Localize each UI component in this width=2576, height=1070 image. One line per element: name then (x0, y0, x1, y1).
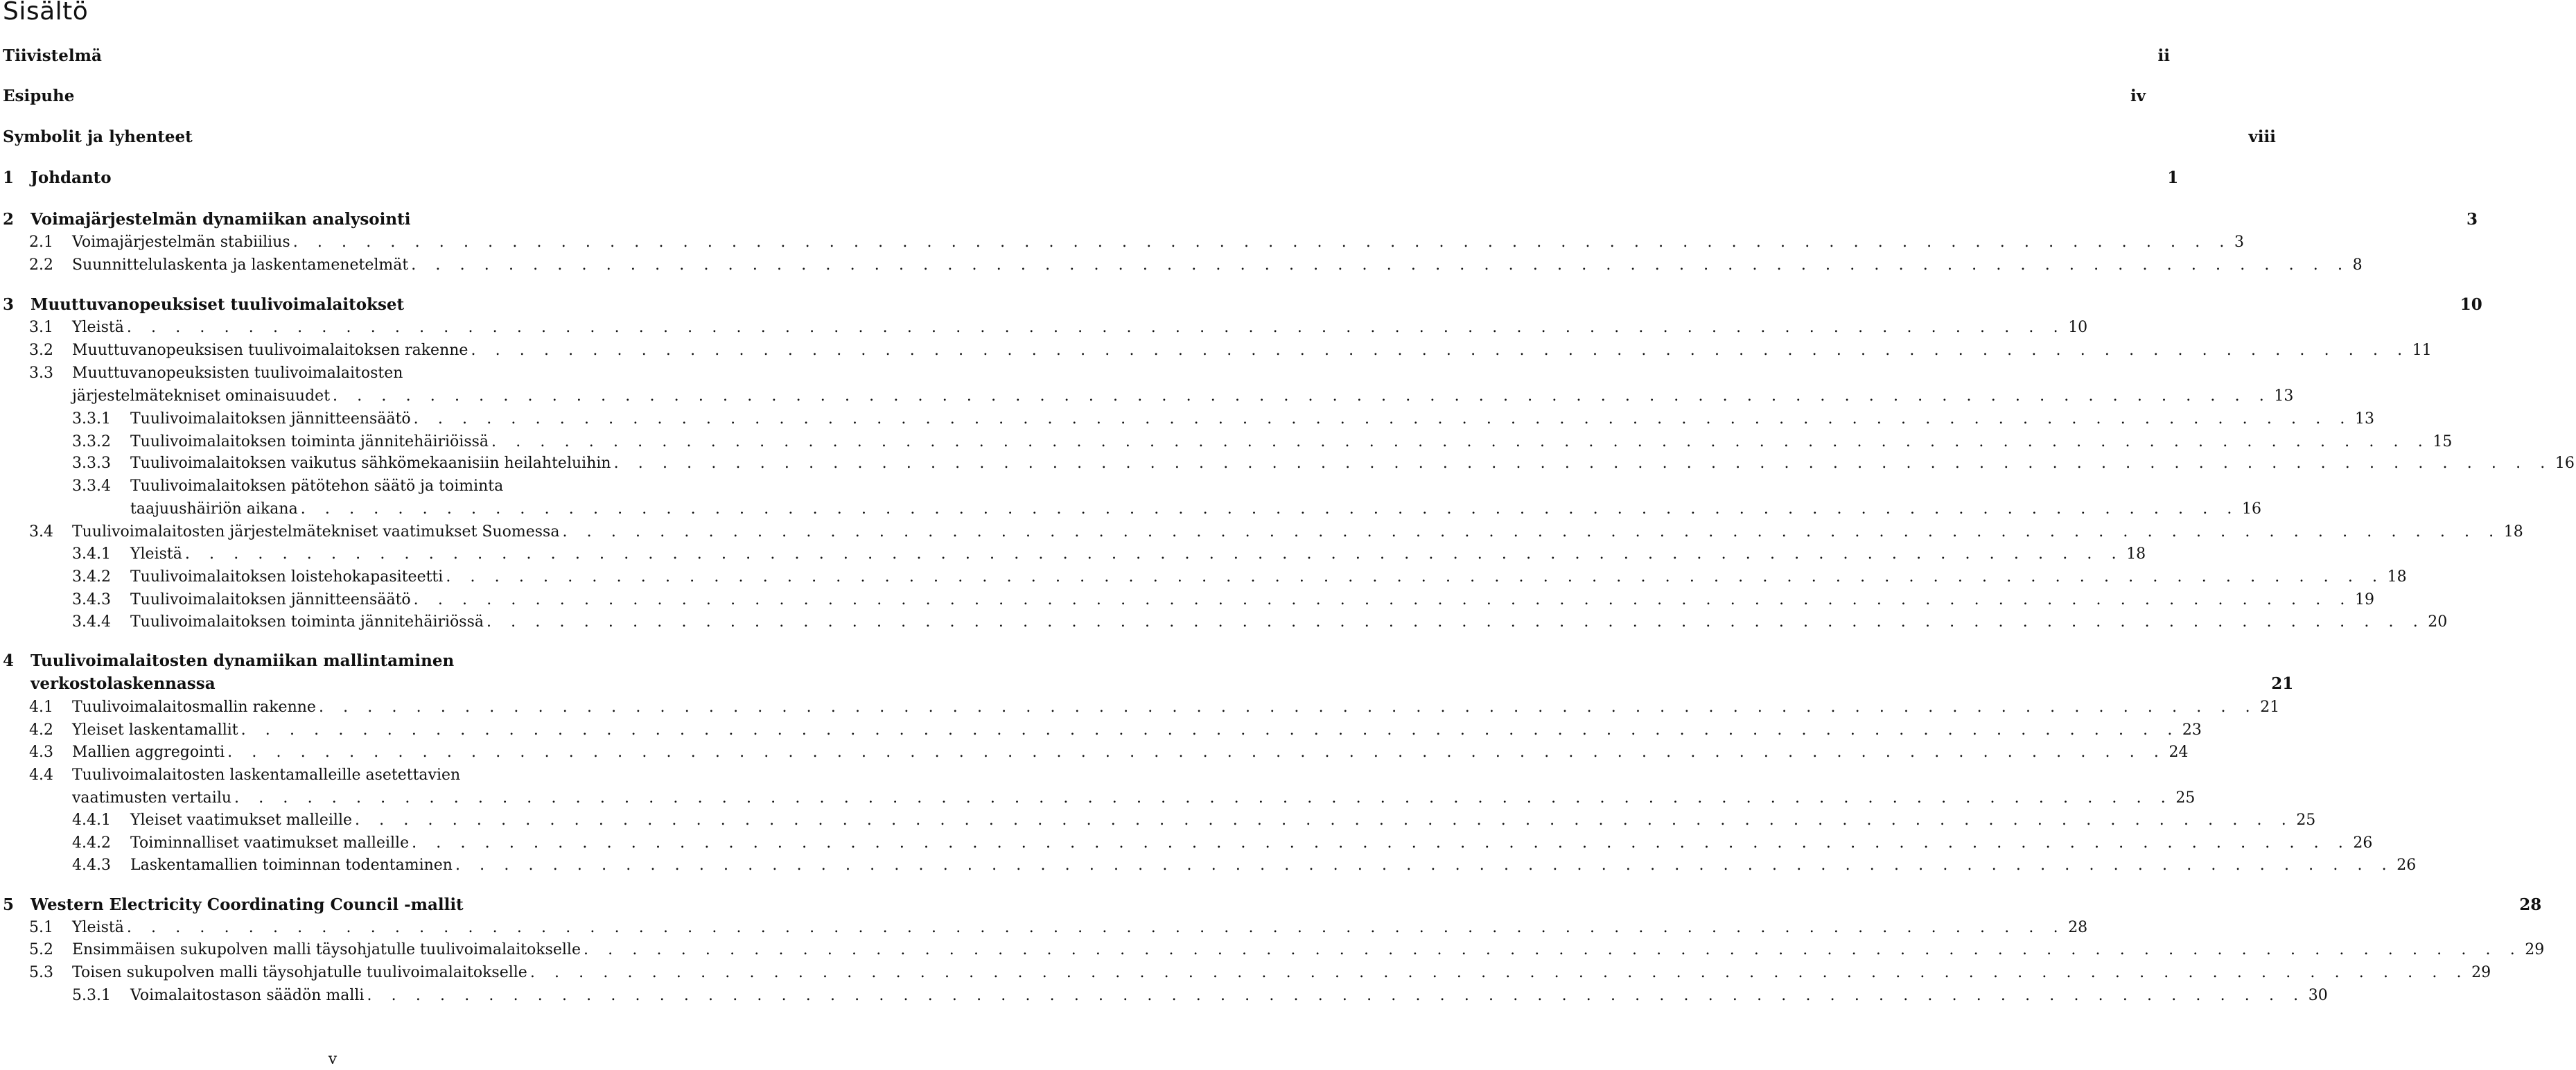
toc-dot-leader: . . . . . . . . . . . . . . . . . . . . . . . . . . . . . . . . . . . . . . . . . . . . . . . . . . . . . . . . . . . . . . . . . . . . . . . . . . . . . . . . (126, 319, 2066, 336)
toc-subsection[interactable] (0, 832, 2373, 855)
toc-entry-title: Tuulivoimalaitoksen loistehokapasiteetti (130, 568, 444, 586)
toc-entry-title: Symbolit ja lyhenteet (3, 128, 193, 146)
toc-subsection[interactable] (0, 430, 2453, 454)
toc-entry-title: Voimalaitostason säädön malli (130, 987, 365, 1004)
toc-entry-number: 1 (3, 168, 15, 187)
toc-entry-page: 10 (2068, 319, 2088, 336)
toc-entry-number: 3.3.4 (72, 477, 111, 495)
toc-entry-number: 4.4.1 (72, 812, 111, 829)
toc-entry-title: Yleistä (72, 919, 124, 936)
toc-entry-page: 11 (2412, 342, 2432, 359)
toc-subsection[interactable] (0, 475, 665, 498)
toc-entry-title: Yleistä (130, 545, 182, 563)
toc-subsection[interactable] (0, 407, 2374, 431)
toc-entry-page: 23 (2182, 721, 2202, 739)
toc-entry-title: Tuulivoimalaitosten järjestelmätekniset vaatimukset Suomessa (72, 523, 560, 541)
toc-entry-continuation[interactable] (0, 498, 2262, 521)
toc-entry-number: 4.4.2 (72, 834, 111, 852)
toc-entry-title: Tuulivoimalaitoksen toiminta jännitehäiriöissä (130, 433, 489, 450)
toc-dot-leader: . . . . . . . . . . . . . . . . . . . . . . . . . . . . . . . . . . . . . . . . . . . . . . . . . . . . . . . . . . . . . . . . . . . . . . . . . . . . . . . . (318, 699, 2258, 716)
toc-dot-leader: . . . . . . . . . . . . . . . . . . . . . . . . . . . . . . . . . . . . . . . . . . . . . . . . . . . . . . . . . . . . . . . . . . . . . . . . . . . . . . . . (333, 387, 2272, 405)
toc-entry-number: 2.1 (29, 234, 53, 251)
toc-section[interactable] (0, 961, 2491, 985)
toc-entry-page: 19 (2354, 591, 2374, 608)
toc-entry-number: 3.4.4 (72, 613, 111, 631)
toc-entry-title: Yleiset vaatimukset malleille (130, 812, 352, 829)
toc-dot-leader: . . . . . . . . . . . . . . . . . . . . . . . . . . . . . . . . . . . . . . . . . . . . . . . . . . . . . . . . . . . . . . . . . . . . . . . . . . . . . . . . (234, 789, 2173, 807)
toc-entry-number: 5.2 (29, 941, 53, 958)
toc-dot-leader: . . . . . . . . . . . . . . . . . . . . . . . . . . . . . . . . . . . . . . . . . . . . . . . . . . . . . . . . . . . . . . . . . . . . . . . . . . . . . . . . (412, 834, 2351, 852)
toc-dot-leader: . . . . . . . . . . . . . . . . . . . . . . . . . . . . . . . . . . . . . . . . . . . . . . . . . . . . . . . . . . . . . . . . . . . . . . . . . . . . . . . . (355, 812, 2294, 829)
toc-dot-leader: . . . . . . . . . . . . . . . . . . . . . . . . . . . . . . . . . . . . . . . . . . . . . . . . . . . . . . . . . . . . . . . . . . . . . . . . . . . . . . . . (491, 433, 2430, 450)
toc-entry-number: 3.4.1 (72, 545, 111, 563)
toc-dot-leader: . . . . . . . . . . . . . . . . . . . . . . . . . . . . . . . . . . . . . . . . . . . . . . . . . . . . . . . . . . . . . . . . . . . . . . . . . . . . . . . . (126, 919, 2066, 936)
toc-entry-number: 3.3.3 (72, 455, 111, 472)
toc-dot-leader: . . . . . . . . . . . . . . . . . . . . . . . . . . . . . . . . . . . . . . . . . . . . . . . . . . . . . . . . . . . . . . . . . . . . . . . . . . . . . . . . (240, 721, 2180, 739)
toc-dot-leader: . . . . . . . . . . . . . . . . . . . . . . . . . . . . . . . . . . . . . . . . . . . . . . . . . . . . . . . . . . . . . . . . . . . . . . . . . . . . . . . . (413, 410, 2352, 428)
toc-entry-page: 10 (2460, 295, 2482, 314)
toc-dot-leader: . . . . . . . . . . . . . . . . . . . . . . . . . . . . . . . . . . . . . . . . . . . . . . . . . . . . . . . . . . . . . . . . . . . . . . . . . . . . . . . . (413, 591, 2352, 608)
toc-section[interactable] (0, 316, 2088, 340)
toc-entry-page: viii (2248, 128, 2276, 146)
toc-entry-title: Tuulivoimalaitoksen pätötehon säätö ja toiminta (130, 477, 504, 495)
toc-entry-title: Toiminnalliset vaatimukset malleille (130, 834, 410, 852)
toc-section[interactable] (0, 719, 2202, 742)
toc-subsection[interactable] (0, 854, 2417, 877)
toc-entry-number: 5 (3, 895, 15, 914)
toc-entry-title: Tuulivoimalaitoksen jännitteensäätö (130, 410, 411, 428)
toc-dot-leader: . . . . . . . . . . . . . . . . . . . . . . . . . . . . . . . . . . . . . . . . . . . . . . . . . . . . . . . . . . . . . . . . . . . . . . . . . . . . . . . . (613, 455, 2552, 472)
toc-subsection[interactable] (0, 565, 2407, 589)
toc-entry-title: Muuttuvanopeuksiset tuulivoimalaitokset (30, 295, 405, 314)
toc-dot-leader: . . . . . . . . . . . . . . . . . . . . . . . . . . . . . . . . . . . . . . . . . . . . . . . . . . . . . . . . . . . . . . . . . . . . . . . . . . . . . . . . (486, 613, 2426, 631)
toc-entry-number: 4.3 (29, 744, 53, 761)
toc-dot-leader: . . . . . . . . . . . . . . . . . . . . . . . . . . . . . . . . . . . . . . . . . . . . . . . . . . . . . . . . . . . . . . . . . . . . . . . . . . . . . . . . (227, 744, 2166, 761)
toc-entry-page: 13 (2354, 410, 2374, 428)
toc-entry-page: 18 (2503, 523, 2523, 541)
toc-dot-leader: . . . . . . . . . . . . . . . . . . . . . . . . . . . . . . . . . . . . . . . . . . . . . . . . . . . . . . . . . . . . . . . . . . . . . . . . . . . . . . . . (446, 568, 2385, 586)
toc-section[interactable] (0, 741, 2189, 764)
toc-entry-number: 3.2 (29, 342, 53, 359)
toc-section[interactable] (0, 916, 2088, 940)
toc-subsection[interactable] (0, 588, 2374, 612)
toc-entry-number: 3.3.1 (72, 410, 111, 428)
toc-entry-page: 3 (2234, 234, 2244, 251)
toc-entry-page: 18 (2387, 568, 2407, 586)
toc-entry-number: 5.1 (29, 919, 53, 936)
toc-entry-title: Laskentamallien toiminnan todentaminen (130, 857, 453, 874)
toc-subsection[interactable] (0, 611, 2448, 634)
toc-entry-title: taajuushäiriön aikana (130, 500, 298, 518)
toc-entry-page: 13 (2274, 387, 2294, 405)
toc-front-entry[interactable] (0, 85, 2146, 108)
toc-front-entry[interactable] (0, 125, 2276, 149)
toc-entry-number: 4.4.3 (72, 857, 111, 874)
toc-dot-leader: . . . . . . . . . . . . . . . . . . . . . . . . . . . . . . . . . . . . . . . . . . . . . . . . . . . . . . . . . . . . . . . . . . . . . . . . . . . . . . . . (529, 964, 2469, 981)
toc-entry-page: 28 (2519, 895, 2542, 914)
toc-dot-leader: . . . . . . . . . . . . . . . . . . . . . . . . . . . . . . . . . . . . . . . . . . . . . . . . . . . . . . . . . . . . . . . . . . . . . . . . . . . . . . . . (184, 545, 2124, 563)
toc-entry-number: 5.3.1 (72, 987, 111, 1004)
toc-entry-number: 4.2 (29, 721, 53, 739)
toc-entry-page: 1 (2167, 168, 2179, 187)
toc-entry-page: 3 (2467, 210, 2478, 229)
toc-entry-continuation[interactable] (0, 787, 2196, 810)
toc-entry-title: Esipuhe (3, 87, 75, 105)
toc-entry-title: Suunnittelulaskenta ja laskentamenetelmät (72, 256, 409, 274)
toc-entry-title: Yleistä (72, 319, 124, 336)
toc-dot-leader: . . . . . . . . . . . . . . . . . . . . . . . . . . . . . . . . . . . . . . . . . . . . . . . . . . . . . . . . . . . . . . . . . . . . . . . . . . . . . . . . (583, 941, 2523, 958)
toc-entry-number: 3.3.2 (72, 433, 111, 450)
toc-section[interactable] (0, 362, 665, 385)
toc-entry-title: Johdanto (30, 168, 112, 187)
toc-section[interactable] (0, 339, 2432, 362)
toc-chapter[interactable] (0, 293, 2482, 317)
toc-entry-title: verkostolaskennassa (30, 674, 216, 693)
toc-entry-page: 21 (2260, 699, 2280, 716)
toc-entry-page: 8 (2352, 256, 2363, 274)
toc-section[interactable] (0, 696, 2280, 719)
toc-entry-number: 2.2 (29, 256, 53, 274)
toc-entry-title: Tuulivoimalaitosmallin rakenne (72, 699, 316, 716)
toc-entry-title: Tuulivoimalaitoksen jännitteensäätö (130, 591, 411, 608)
toc-entry-number: 3.4.3 (72, 591, 111, 608)
toc-entry-number: 3.3 (29, 365, 53, 382)
page-title: Sisältö (3, 0, 89, 26)
toc-entry-title: Western Electricity Coordinating Council -mallit (30, 895, 464, 914)
toc-entry-page: 30 (2308, 987, 2328, 1004)
toc-entry-page: 26 (2397, 857, 2417, 874)
toc-subsection[interactable] (0, 809, 2316, 832)
toc-dot-leader: . . . . . . . . . . . . . . . . . . . . . . . . . . . . . . . . . . . . . . . . . . . . . . . . . . . . . . . . . . . . . . . . . . . . . . . . . . . . . . . . (562, 523, 2501, 541)
toc-entry-title: Voimajärjestelmän dynamiikan analysointi (30, 210, 411, 229)
toc-entry-title: Tuulivoimalaitosten laskentamalleille asetettavien (72, 766, 461, 784)
toc-entry-page: 18 (2126, 545, 2146, 563)
toc-entry-number: 4.1 (29, 699, 53, 716)
toc-dot-leader: . . . . . . . . . . . . . . . . . . . . . . . . . . . . . . . . . . . . . . . . . . . . . . . . . . . . . . . . . . . . . . . . . . . . . . . . . . . . . . . . (367, 987, 2306, 1004)
toc-entry-page: 21 (2271, 674, 2294, 693)
toc-entry-page: 29 (2525, 941, 2545, 958)
toc-entry-number: 3.4.2 (72, 568, 111, 586)
toc-entry-page: 25 (2175, 789, 2196, 807)
toc-entry-title: Toisen sukupolven malli täysohjatulle tuulivoimalaitokselle (72, 964, 527, 981)
toc-section[interactable] (0, 254, 2363, 277)
toc-entry-title: Tuulivoimalaitoksen toiminta jännitehäiriössä (130, 613, 484, 631)
toc-entry-page: 25 (2296, 812, 2316, 829)
toc-dot-leader: . . . . . . . . . . . . . . . . . . . . . . . . . . . . . . . . . . . . . . . . . . . . . . . . . . . . . . . . . . . . . . . . . . . . . . . . . . . . . . . . (300, 500, 2240, 518)
toc-entry-number: 3.1 (29, 319, 53, 336)
toc-chapter[interactable] (0, 649, 665, 673)
toc-entry-continuation[interactable] (0, 385, 2294, 408)
toc-subsection[interactable] (0, 984, 2328, 1008)
toc-dot-leader: . . . . . . . . . . . . . . . . . . . . . . . . . . . . . . . . . . . . . . . . . . . . . . . . . . . . . . . . . . . . . . . . . . . . . . . . . . . . . . . . (455, 857, 2394, 874)
toc-entry-page: 16 (2555, 455, 2575, 472)
toc-chapter[interactable] (0, 208, 2478, 231)
toc-entry-continuation[interactable] (0, 672, 2294, 696)
toc-entry-title: vaatimusten vertailu (72, 789, 232, 807)
toc-entry-page: 29 (2471, 964, 2491, 981)
toc-dot-leader: . . . . . . . . . . . . . . . . . . . . . . . . . . . . . . . . . . . . . . . . . . . . . . . . . . . . . . . . . . . . . . . . . . . . . . . . . . . . . . . . (292, 234, 2232, 251)
toc-entry-title: Yleiset laskentamallit (72, 721, 238, 739)
toc-front-entry[interactable] (0, 44, 2170, 68)
toc-entry-number: 4 (3, 651, 15, 670)
toc-entry-title: Muuttuvanopeuksisten tuulivoimalaitosten (72, 365, 403, 382)
toc-section[interactable] (0, 938, 2545, 962)
toc-section[interactable] (0, 764, 665, 787)
toc-entry-page: 28 (2068, 919, 2088, 936)
toc-subsection[interactable] (0, 543, 2146, 566)
toc-entry-page: 24 (2168, 744, 2189, 761)
toc-entry-number: 3.4 (29, 523, 53, 541)
toc-subsection[interactable] (0, 452, 2575, 475)
toc-entry-title: Ensimmäisen sukupolven malli täysohjatulle tuulivoimalaitokselle (72, 941, 581, 958)
toc-dot-leader: . . . . . . . . . . . . . . . . . . . . . . . . . . . . . . . . . . . . . . . . . . . . . . . . . . . . . . . . . . . . . . . . . . . . . . . . . . . . . . . . (411, 256, 2350, 274)
toc-entry-title: Mallien aggregointi (72, 744, 225, 761)
toc-entry-number: 2 (3, 210, 15, 229)
toc-chapter[interactable] (0, 166, 2179, 190)
toc-entry-page: iv (2130, 87, 2146, 105)
toc-entry-title: Voimajärjestelmän stabiilius (72, 234, 290, 251)
toc-entry-page: 20 (2428, 613, 2448, 631)
toc-entry-page: 16 (2242, 500, 2262, 518)
toc-entry-title: Tiivistelmä (3, 46, 102, 65)
toc-entry-page: 15 (2433, 433, 2453, 450)
toc-entry-title: Tuulivoimalaitosten dynamiikan mallintaminen (30, 651, 455, 670)
toc-entry-title: Tuulivoimalaitoksen vaikutus sähkömekaanisiin heilahteluihin (130, 455, 611, 472)
toc-dot-leader: . . . . . . . . . . . . . . . . . . . . . . . . . . . . . . . . . . . . . . . . . . . . . . . . . . . . . . . . . . . . . . . . . . . . . . . . . . . . . . . . (471, 342, 2410, 359)
toc-entry-number: 5.3 (29, 964, 53, 981)
toc-entry-title: järjestelmätekniset ominaisuudet (72, 387, 331, 405)
toc-entry-number: 3 (3, 295, 15, 314)
toc-section[interactable] (0, 231, 2244, 254)
toc-entry-page: ii (2157, 46, 2170, 65)
toc-entry-title: Muuttuvanopeuksisen tuulivoimalaitoksen rakenne (72, 342, 468, 359)
toc-chapter[interactable] (0, 893, 2542, 917)
page-number: v (328, 1051, 338, 1068)
toc-section[interactable] (0, 520, 2523, 544)
toc-entry-number: 4.4 (29, 766, 53, 784)
toc-entry-page: 26 (2353, 834, 2373, 852)
